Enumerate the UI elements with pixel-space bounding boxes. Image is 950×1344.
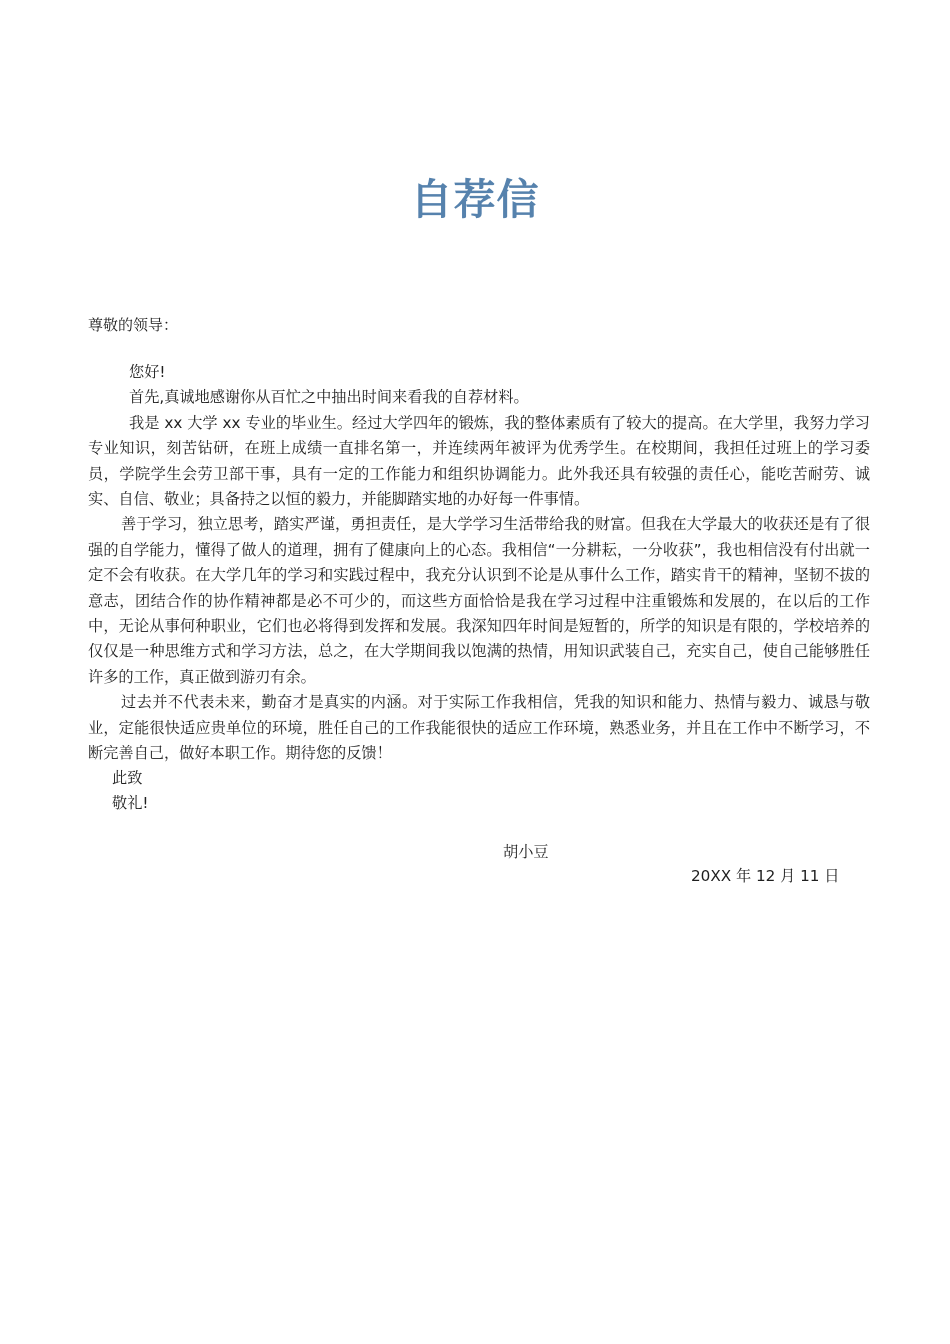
paragraph-future: 过去并不代表未来，勤奋才是真实的内涵。对于实际工作我相信，凭我的知识和能力、热情与毅力、诚恳与敬业，定能很快适应贵单位的环境，胜任自己的工作我能很快的适应工作环境，熟悉业务，并且在工作中不断学习，不断完善自己，做好本职工作。期待您的反馈！	[88, 693, 870, 763]
paragraph-learning: 善于学习，独立思考，踏实严谨，勇担责任，是大学学习生活带给我的财富。但我在大学最大的收获还是有了很强的自学能力，懂得了做人的道理，拥有了健康向上的心态。我相信“一分耕耘，一分收获”，我也相信没有付出就一定不会有收获。在大学几年的学习和实践过程中，我充分认识到不论是从事什么工作，踏实肯干的精神，坚韧不拔的意志，团结合作的协作精神都是必不可少的，而这些方面恰恰是我在学习过程中注重锻炼和发展的，在以后的工作中，无论从事何种职业，它们也必将得到发挥和发展。我深知四年时间是短暂的，所学的知识是有限的，学校培养的仅仅是一种思维方式和学习方法，总之，在大学期间我以饱满的热情，用知识武装自己，充实自己，使自己能够胜任许多的工作，真正做到游刃有余。	[88, 515, 870, 686]
letter-title: 自荐信	[410, 175, 540, 224]
greeting: 您好!	[129, 363, 166, 381]
closing-line-ci-zhi: 此致	[112, 769, 143, 787]
salutation: 尊敬的领导：	[88, 316, 179, 334]
signature: 胡小豆	[503, 843, 549, 861]
paragraph-self-introduction: 我是 xx 大学 xx 专业的毕业生。经过大学四年的锻炼，我的整体素质有了较大的提高。在大学里，我努力学习专业知识，刻苦钻研，在班上成绩一直排名第一，并连续两年被评为优秀学生。在校期间，我担任过班上的学习委员，学院学生会劳卫部干事，具有一定的工作能力和组织协调能力。此外我还具有较强的责任心，能吃苦耐劳、诚实、自信、敬业；具备持之以恒的毅力，并能脚踏实地的办好每一件事情。	[88, 413, 870, 509]
letter-date: 20XX 年 12 月 11 日	[691, 867, 840, 885]
closing	[112, 766, 148, 817]
intro-paragraph: 首先,真诚地感谢你从百忙之中抽出时间来看我的自荐材料。	[129, 388, 529, 407]
letter-body	[88, 360, 870, 767]
closing-line-jing-li: 敬礼!	[112, 794, 149, 813]
